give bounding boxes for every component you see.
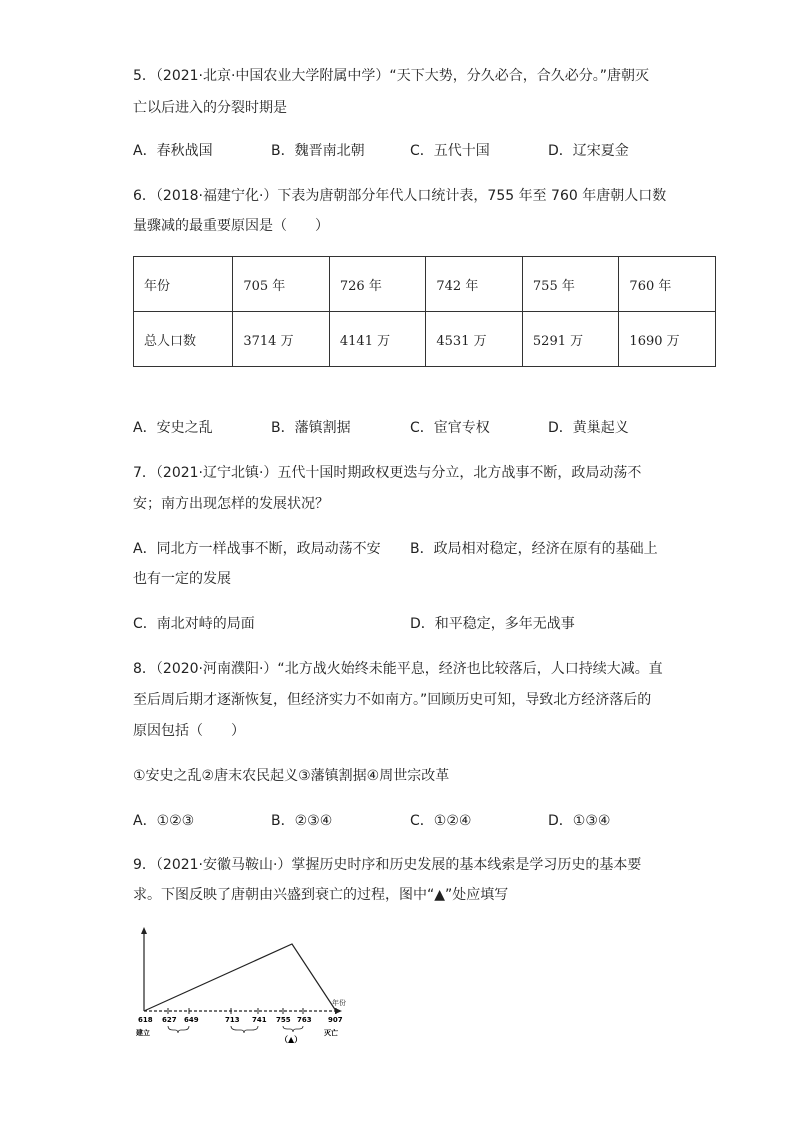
q5-option-c[interactable]: C．五代十国 xyxy=(410,143,490,159)
bracket-755-763 xyxy=(283,1026,303,1032)
tick-label-763: 763 xyxy=(297,1016,312,1024)
table-cell: 年份 xyxy=(134,257,233,312)
tick-label-627: 627 xyxy=(162,1016,177,1024)
table-cell: 755 年 xyxy=(522,257,619,312)
table-cell: 4141 万 xyxy=(329,312,426,367)
table-cell: 742 年 xyxy=(426,257,523,312)
q6-option-c[interactable]: C．宦官专权 xyxy=(410,420,490,436)
table-row xyxy=(134,257,716,312)
tang-dynasty-timeline-figure xyxy=(130,925,370,1045)
tick-label-755: 755 xyxy=(276,1016,291,1024)
q6-stem-line2: 量骤减的最重要原因是（ ） xyxy=(133,218,329,234)
q6-option-d[interactable]: D．黄巢起义 xyxy=(548,420,629,436)
table-cell: 4531 万 xyxy=(426,312,523,367)
q9-stem-line1: 9．（2021·安徽马鞍山·）掌握历史时序和历史发展的基本线索是学习历史的基本要 xyxy=(133,857,642,873)
table-cell: 726 年 xyxy=(329,257,426,312)
tick-label-713: 713 xyxy=(225,1016,240,1024)
population-table xyxy=(133,256,716,367)
table-cell: 3714 万 xyxy=(233,312,330,367)
table-cell: 5291 万 xyxy=(522,312,619,367)
trend-line xyxy=(144,944,336,1011)
q7-option-b-cont: 也有一定的发展 xyxy=(133,571,231,587)
table-row xyxy=(134,312,716,367)
q8-stem-line3: 原因包括（ ） xyxy=(133,723,245,739)
q8-option-a[interactable]: A．①②③ xyxy=(133,813,195,829)
q5-option-d[interactable]: D．辽宋夏金 xyxy=(548,143,629,159)
q6-stem-line1: 6．（2018·福建宁化·）下表为唐朝部分年代人口统计表，755 年至 760 年唐朝人口数 xyxy=(133,188,667,204)
start-label: 建立 xyxy=(136,1029,150,1037)
bracket-713-741 xyxy=(231,1026,258,1033)
q8-option-b[interactable]: B．②③④ xyxy=(271,813,333,829)
q7-option-a[interactable]: A．同北方一样战事不断，政局动荡不安 xyxy=(133,541,381,557)
q7-stem-line1: 7．（2021·辽宁北镇·）五代十国时期政权更迭与分立，北方战事不断，政局动荡不 xyxy=(133,465,642,481)
q7-stem-line2: 安；南方出现怎样的发展状况？ xyxy=(133,496,329,512)
table-cell: 1690 万 xyxy=(619,312,716,367)
vertical-axis-arrow xyxy=(141,927,147,934)
q8-stem-line2: 至后周后期才逐渐恢复，但经济实力不如南方。”回顾历史可知，导致北方经济落后的 xyxy=(133,692,652,708)
q8-stem-line1: 8．（2020·河南濮阳·）“北方战火始终未能平息，经济也比较落后，人口持续大减。直 xyxy=(133,661,663,677)
q5-stem-line2: 亡以后进入的分裂时期是 xyxy=(133,100,287,116)
q5-stem-line1: 5．（2021·北京·中国农业大学附属中学）“天下大势，分久必合，合久必分。”唐朝灭 xyxy=(133,68,649,84)
table-cell: 760 年 xyxy=(619,257,716,312)
tick-label-649: 649 xyxy=(184,1016,199,1024)
tick-label-741: 741 xyxy=(252,1016,267,1024)
tick-label-907: 907 xyxy=(328,1016,343,1024)
q6-option-b[interactable]: B．藩镇割据 xyxy=(271,420,351,436)
q6-option-a[interactable]: A．安史之乱 xyxy=(133,420,213,436)
q8-option-c[interactable]: C．①②④ xyxy=(410,813,472,829)
table-cell: 705 年 xyxy=(233,257,330,312)
table-cell: 总人口数 xyxy=(134,312,233,367)
axis-label: 年份 xyxy=(332,999,346,1007)
marker-label: （▲） xyxy=(280,1035,303,1044)
q8-items: ①安史之乱②唐末农民起义③藩镇割据④周世宗改革 xyxy=(133,768,450,784)
tick-label-618: 618 xyxy=(138,1016,153,1024)
q5-option-b[interactable]: B．魏晋南北朝 xyxy=(271,143,365,159)
q9-stem-line2: 求。下图反映了唐朝由兴盛到衰亡的过程，图中“▲”处应填写 xyxy=(133,887,509,903)
q5-option-a[interactable]: A．春秋战国 xyxy=(133,143,213,159)
q7-option-c[interactable]: C．南北对峙的局面 xyxy=(133,616,255,632)
q8-option-d[interactable]: D．①③④ xyxy=(548,813,611,829)
end-label: 灭亡 xyxy=(324,1029,338,1037)
q7-option-d[interactable]: D．和平稳定，多年无战事 xyxy=(410,616,575,632)
bracket-627-649 xyxy=(168,1026,189,1033)
q7-option-b[interactable]: B．政局相对稳定，经济在原有的基础上 xyxy=(410,541,658,557)
